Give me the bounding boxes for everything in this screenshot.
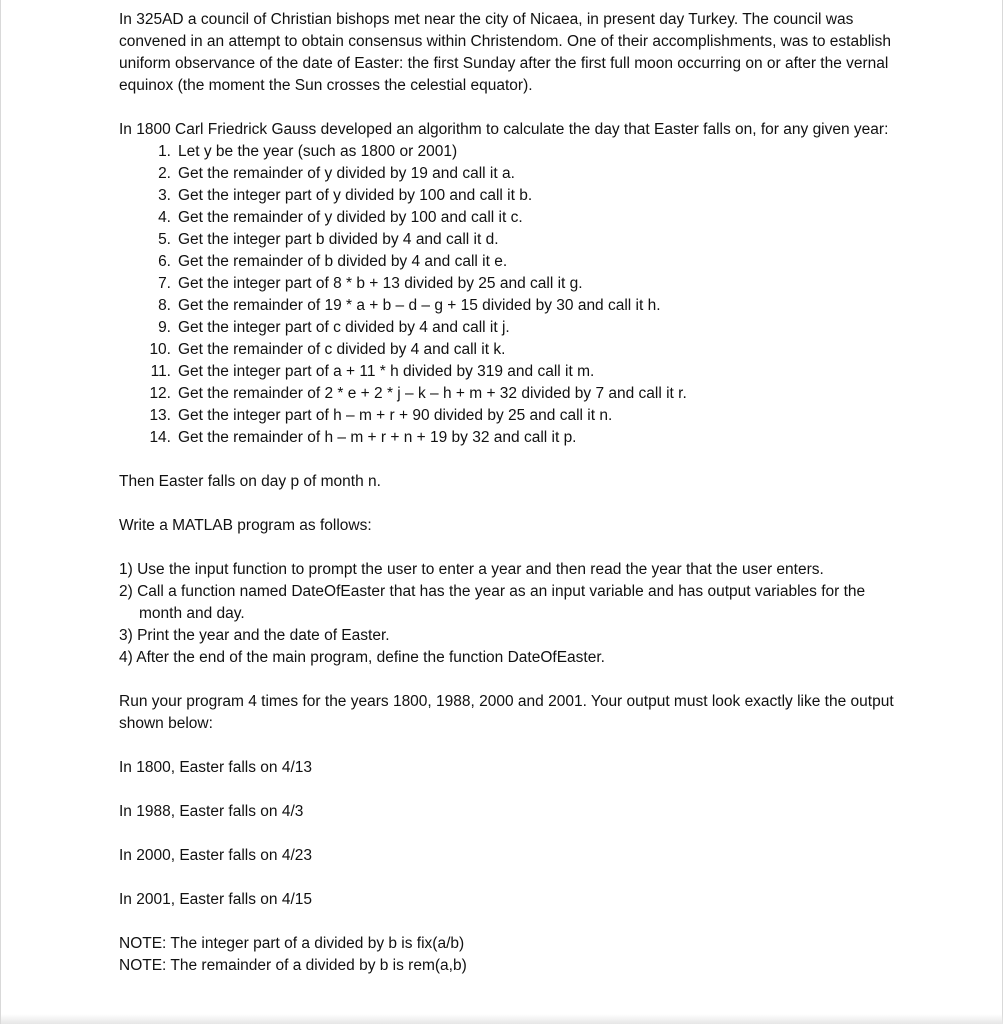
algorithm-step: 1. Let y be the year (such as 1800 or 2001)	[158, 143, 458, 160]
algorithm-step: 13. Get the integer part of h – m + r + 90 divided by 25 and call it n.	[149, 407, 613, 424]
document-content	[119, 9, 899, 977]
algorithm-steps-list	[119, 141, 899, 449]
algorithm-step: 3. Get the integer part of y divided by 100 and call it b.	[158, 187, 533, 204]
paragraph-gap	[119, 449, 899, 471]
algorithm-step: 5. Get the integer part b divided by 4 and call it d.	[158, 231, 499, 248]
task-item: 2) Call a function named DateOfEaster that has the year as an input variable and has output variables for the month and day.	[119, 583, 866, 622]
paragraph-gap	[119, 735, 899, 757]
paragraph-gap	[119, 779, 899, 801]
task-item: 4) After the end of the main program, define the function DateOfEaster.	[119, 649, 605, 666]
algorithm-step: 10. Get the remainder of c divided by 4 and call it k.	[149, 341, 506, 358]
paragraph-gap	[119, 537, 899, 559]
sample-output-line: In 2001, Easter falls on 4/15	[119, 891, 313, 908]
task-heading: Write a MATLAB program as follows:	[119, 517, 372, 534]
algorithm-step: 14. Get the remainder of h – m + r + n + 19 by 32 and call it p.	[149, 429, 577, 446]
algorithm-step: 12. Get the remainder of 2 * e + 2 * j – k – h + m + 32 divided by 7 and call it r.	[149, 385, 687, 402]
algorithm-step: 7. Get the integer part of 8 * b + 13 divided by 25 and call it g.	[158, 275, 583, 292]
gauss-intro-paragraph: In 1800 Carl Friedrick Gauss developed an algorithm to calculate the day that Easter falls on, for any given year:	[119, 121, 889, 138]
paragraph-gap	[119, 823, 899, 845]
algorithm-step: 4. Get the remainder of y divided by 100 and call it c.	[158, 209, 523, 226]
note-line: NOTE: The remainder of a divided by b is rem(a,b)	[119, 957, 467, 974]
note-line: NOTE: The integer part of a divided by b is fix(a/b)	[119, 935, 465, 952]
sample-output-line: In 1988, Easter falls on 4/3	[119, 803, 304, 820]
algorithm-step: 8. Get the remainder of 19 * a + b – d – g + 15 divided by 30 and call it h.	[158, 297, 661, 314]
sample-output-line: In 2000, Easter falls on 4/23	[119, 847, 313, 864]
paragraph-gap	[119, 97, 899, 119]
paragraph-gap	[119, 867, 899, 889]
page-bottom-edge	[1, 1014, 1003, 1024]
algorithm-step: 2. Get the remainder of y divided by 19 and call it a.	[158, 165, 515, 182]
paragraph-gap	[119, 493, 899, 515]
algorithm-step: 9. Get the integer part of c divided by 4 and call it j.	[158, 319, 510, 336]
result-statement: Then Easter falls on day p of month n.	[119, 473, 381, 490]
algorithm-step: 6. Get the remainder of b divided by 4 and call it e.	[158, 253, 508, 270]
paragraph-gap	[119, 669, 899, 691]
task-item: 1) Use the input function to prompt the user to enter a year and then read the year that the user enters.	[119, 561, 824, 578]
run-instructions: Run your program 4 times for the years 1800, 1988, 2000 and 2001. Your output must look exactly like the output shown below:	[119, 693, 894, 732]
sample-output-line: In 1800, Easter falls on 4/13	[119, 759, 313, 776]
intro-paragraph: In 325AD a council of Christian bishops met near the city of Nicaea, in present day Turkey. The council was convened in an attempt to obtain consensus within Christendom. One of their accomplishments, was to establish uniform observance of the date of Easter: the first Sunday after the first full moon occurring on or after the vernal equinox (the moment the Sun crosses the celestial equator).	[119, 11, 891, 94]
paragraph-gap	[119, 911, 899, 933]
task-list	[119, 559, 899, 669]
task-item: 3) Print the year and the date of Easter.	[119, 627, 390, 644]
algorithm-step: 11. Get the integer part of a + 11 * h divided by 319 and call it m.	[150, 363, 595, 380]
